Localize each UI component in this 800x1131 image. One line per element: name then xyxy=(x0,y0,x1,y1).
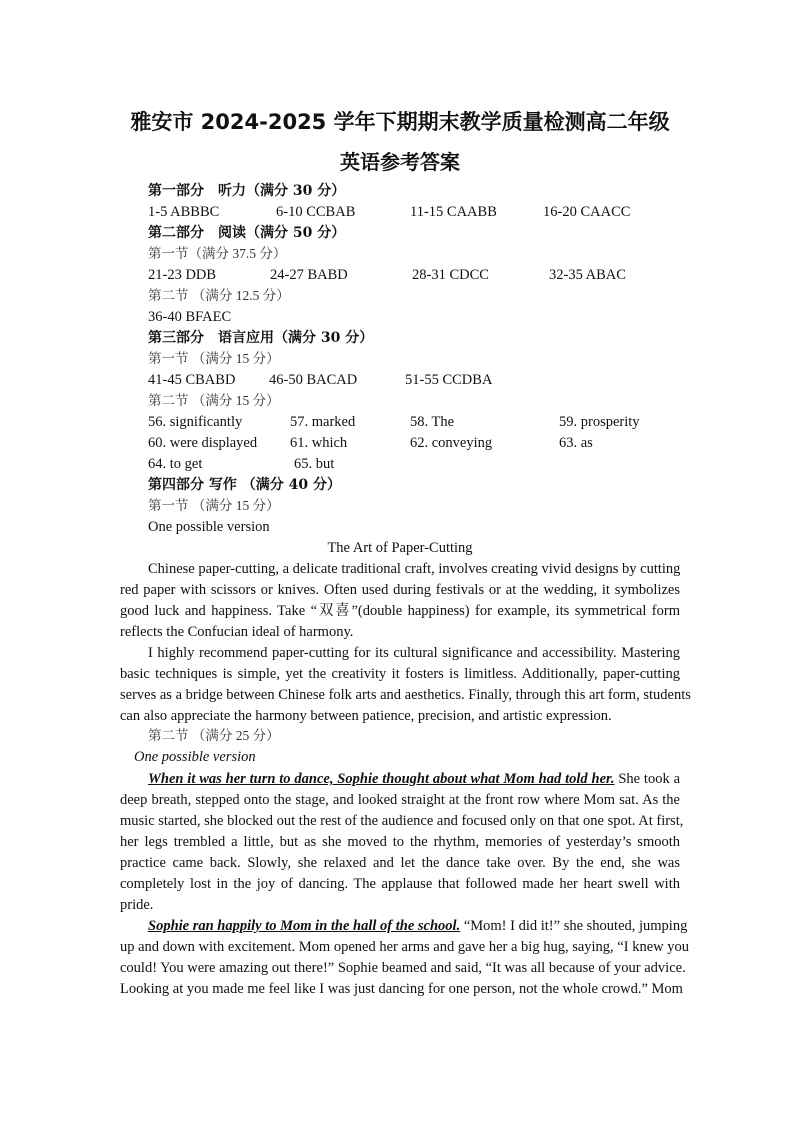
paragraph-line: practice came back. Slowly, she relaxed and let the dance take over. By the end, she was xyxy=(120,855,680,871)
answer: 36-40 BFAEC xyxy=(148,309,232,325)
line-text: She took a xyxy=(614,771,680,787)
part4-heading: 第四部分 写作 （满分 40 分） xyxy=(148,477,341,493)
essay-title: The Art of Paper-Cutting xyxy=(327,540,473,556)
answer: 32-35 ABAC xyxy=(549,267,626,283)
answer: 24-27 BABD xyxy=(270,267,348,283)
answer: 46-50 BACAD xyxy=(269,372,358,388)
paragraph-line: can also appreciate the harmony between patience, precision, and artistic expression. xyxy=(120,708,612,724)
answer: 62. conveying xyxy=(410,435,493,451)
version-label: One possible version xyxy=(148,519,270,535)
paragraph-line: red paper with scissors or knives. Often used during festivals or at the wedding, it symbolizes xyxy=(120,582,680,598)
part3-heading: 第三部分 语言应用（满分 30 分） xyxy=(148,330,374,346)
paragraph-line: basic techniques is simple, yet the creativity it fosters is limitless. Additionally, paper-cutting xyxy=(120,666,680,682)
answer: 63. as xyxy=(559,435,593,451)
answer: 61. which xyxy=(290,435,348,451)
answer: 60. were displayed xyxy=(148,435,258,451)
paragraph-line: deep breath, stepped onto the stage, and looked straight at the front row where Mom sat. As the xyxy=(120,792,680,808)
paragraph-line: Chinese paper-cutting, a delicate traditional craft, involves creating vivid designs by cutting xyxy=(148,561,681,577)
part3-sec2: 第二节 （满分 15 分） xyxy=(148,393,280,408)
answer: 28-31 CDCC xyxy=(412,267,489,283)
paragraph-line: I highly recommend paper-cutting for its cultural significance and accessibility. Mastering xyxy=(148,645,680,661)
answer: 11-15 CAABB xyxy=(410,204,497,220)
answer: 16-20 CAACC xyxy=(543,204,631,220)
part3-sec1: 第一节 （满分 15 分） xyxy=(148,351,280,366)
answer: 64. to get xyxy=(148,456,203,472)
paragraph-line: completely lost in the joy of dancing. The applause that followed made her heart swell with xyxy=(120,876,680,892)
line-text: “Mom! I did it!” she shouted, jumping xyxy=(460,918,688,934)
part2-sec1: 第一节（满分 37.5 分） xyxy=(148,246,287,261)
paragraph-line: her legs trembled a little, but as she moved to the rhythm, memories of yesterday’s smooth xyxy=(120,834,680,850)
answer: 21-23 DDB xyxy=(148,267,217,283)
answer: 59. prosperity xyxy=(559,414,640,430)
part4-sec2: 第二节 （满分 25 分） xyxy=(148,728,280,743)
paragraph-line: Looking at you made me feel like I was just dancing for one person, not the whole crowd.” Mom xyxy=(120,981,683,997)
lead-sentence: Sophie ran happily to Mom in the hall of the school. xyxy=(148,918,461,934)
part4-sec1: 第一节 （满分 15 分） xyxy=(148,498,280,513)
lead-sentence: When it was her turn to dance, Sophie thought about what Mom had told her. xyxy=(148,771,615,787)
paragraph-line: music started, she blocked out the rest of the audience and focused only on that one spot. At first, xyxy=(120,813,684,829)
version-label: One possible version xyxy=(134,749,256,765)
paragraph-line xyxy=(148,769,680,789)
paragraph-line xyxy=(148,916,688,936)
page-subtitle: 英语参考答案 xyxy=(340,150,460,174)
answer: 56. significantly xyxy=(148,414,243,430)
answer: 65. but xyxy=(294,456,335,472)
answer: 51-55 CCDBA xyxy=(405,372,493,388)
paragraph-line: serves as a bridge between Chinese folk arts and aesthetics. Finally, through this art form, students xyxy=(120,687,691,703)
page-title: 雅安市 2024-2025 学年下期期末教学质量检测高二年级 xyxy=(130,110,670,134)
part1-heading: 第一部分 听力（满分 30 分） xyxy=(148,183,346,199)
answer: 57. marked xyxy=(290,414,356,430)
paragraph-line: reflects the Confucian ideal of harmony. xyxy=(120,624,354,640)
paragraph-line: pride. xyxy=(120,897,154,913)
answer: 58. The xyxy=(410,414,455,430)
paragraph-line: up and down with excitement. Mom opened her arms and gave her a big hug, saying, “I knew you xyxy=(120,939,689,955)
part2-sec2: 第二节 （满分 12.5 分） xyxy=(148,288,290,303)
part2-heading: 第二部分 阅读（满分 50 分） xyxy=(148,225,346,241)
paragraph-line: good luck and happiness. Take “双喜”(double happiness) for example, its symmetrical form xyxy=(120,603,680,619)
answer: 1-5 ABBBC xyxy=(148,204,220,220)
answer: 6-10 CCBAB xyxy=(276,204,356,220)
answer: 41-45 CBABD xyxy=(148,372,236,388)
paragraph-line: could! You were amazing out there!” Sophie beamed and said, “It was all because of your advice. xyxy=(120,960,686,976)
